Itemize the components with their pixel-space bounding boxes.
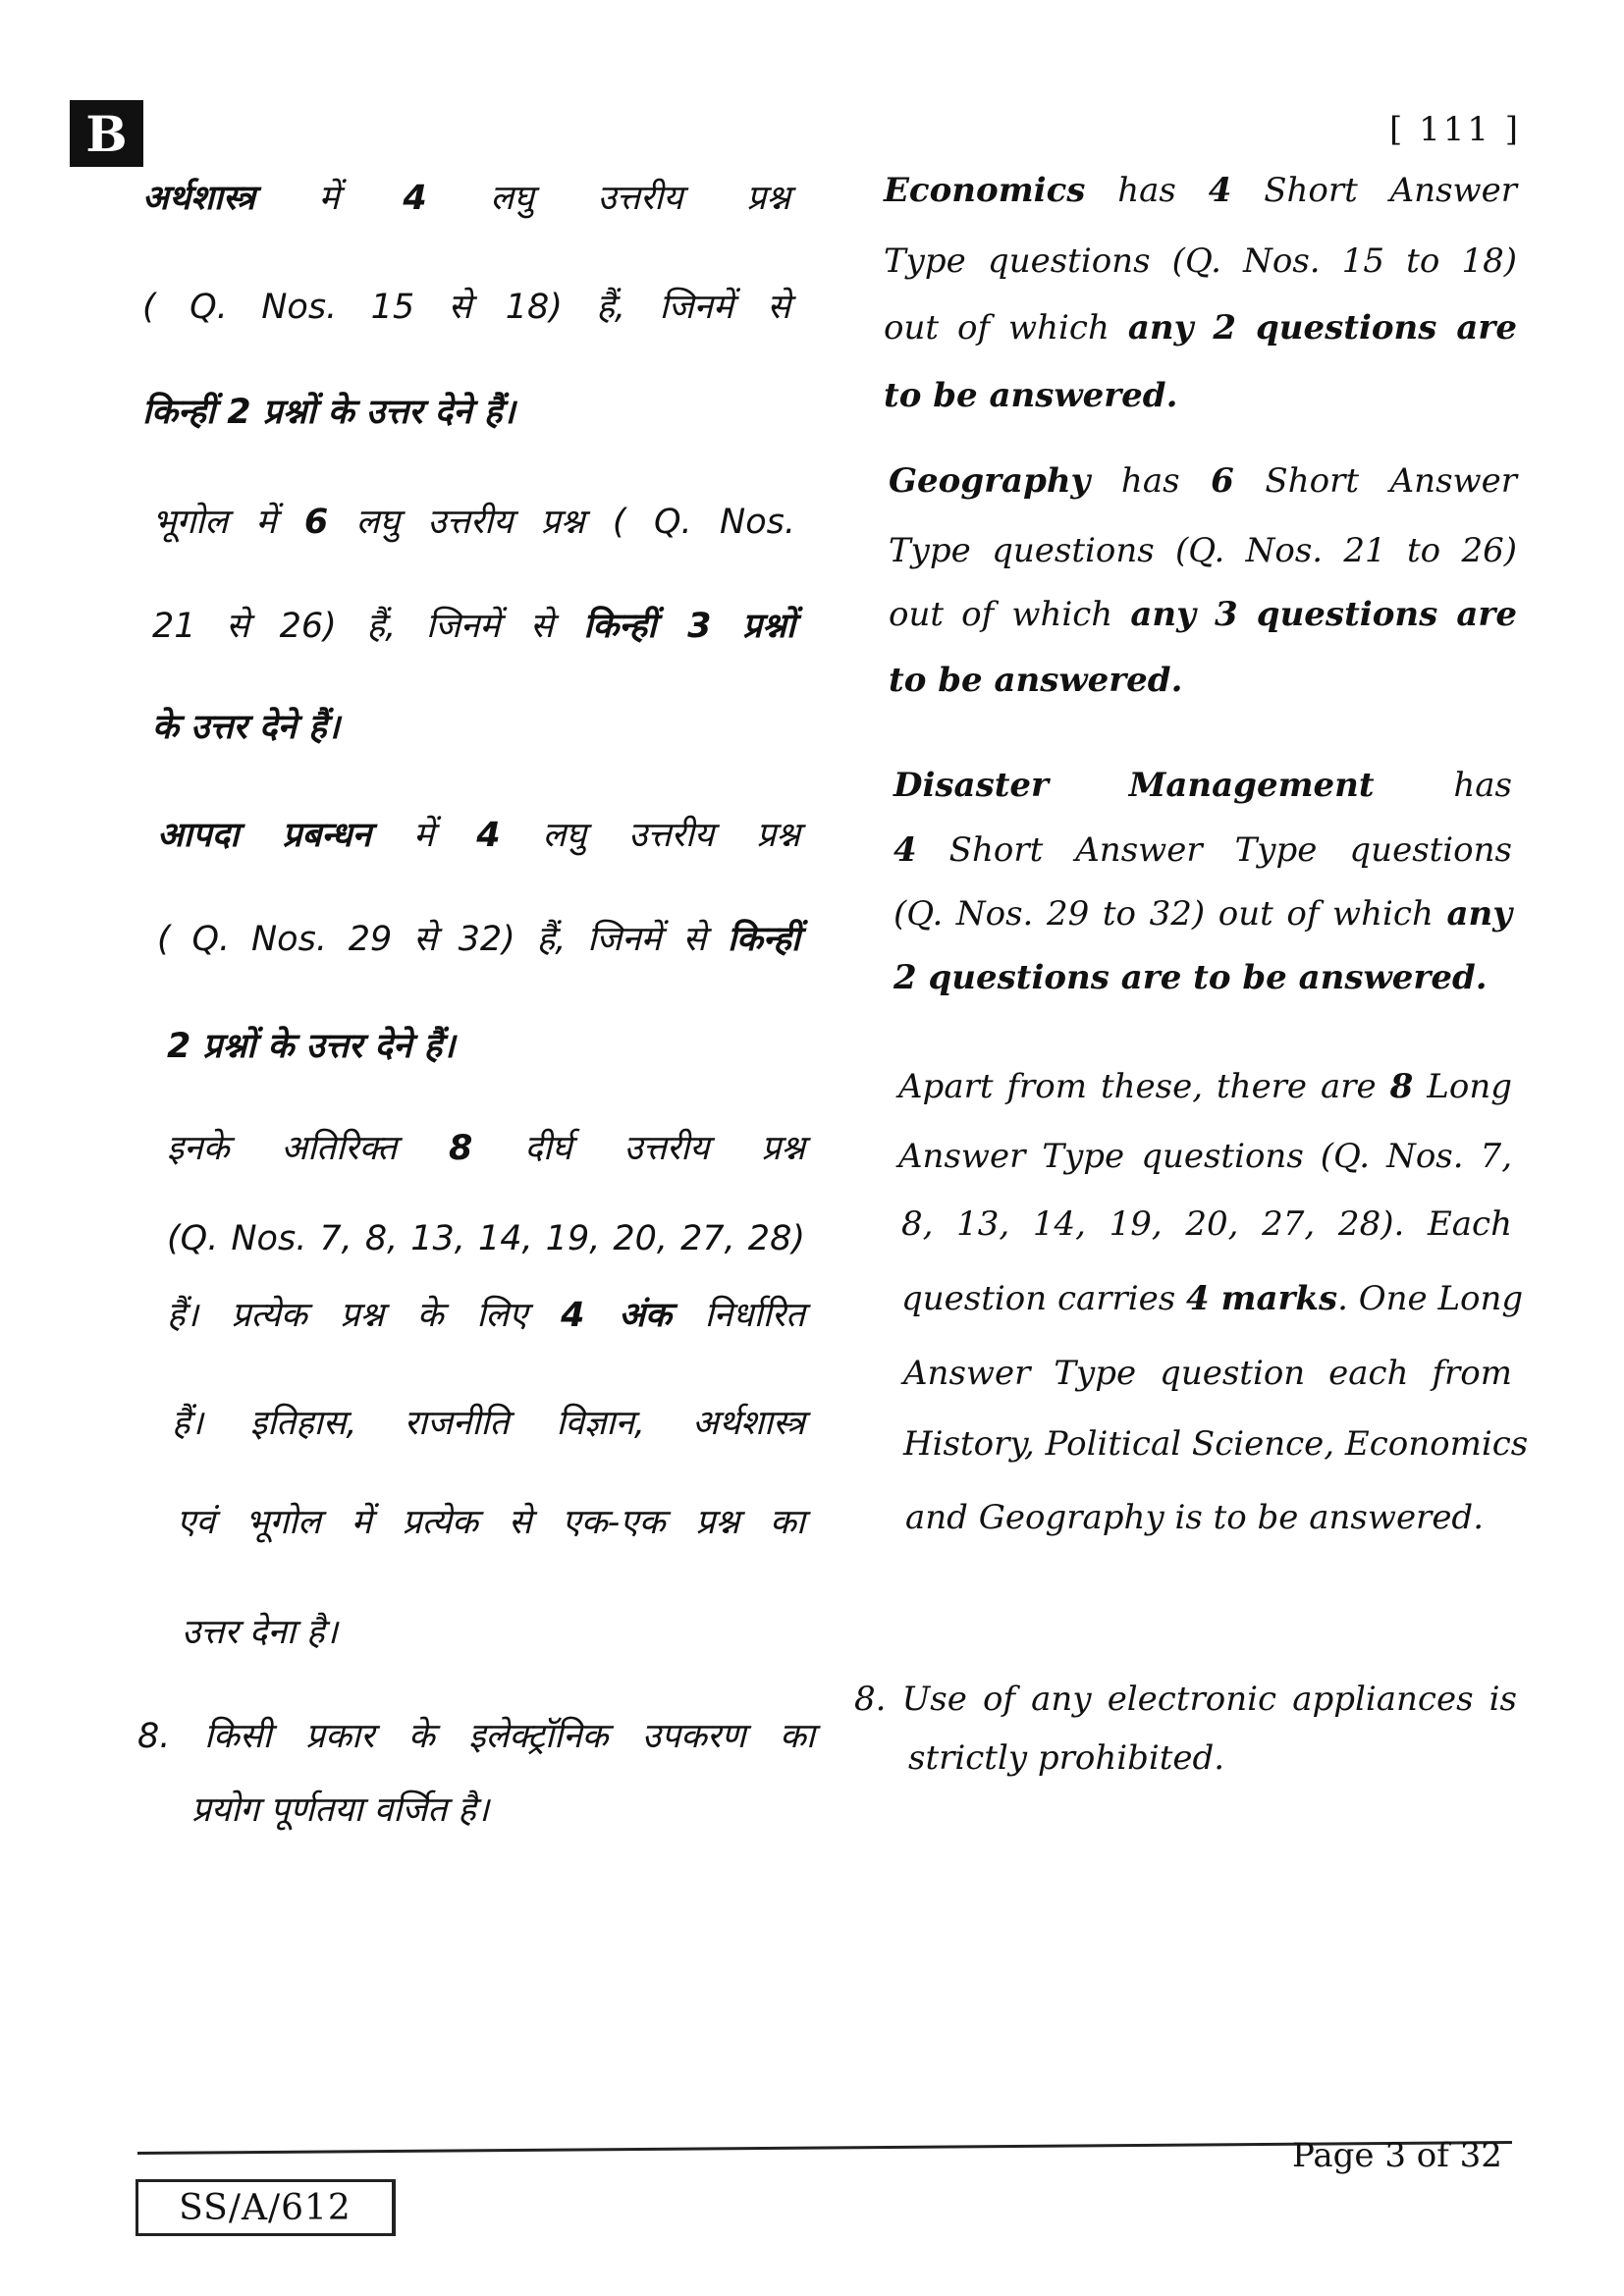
right-text-line bbox=[893, 828, 1512, 872]
left-text-line bbox=[137, 1715, 815, 1758]
left-text-line bbox=[152, 501, 795, 544]
text: Answer Type questions (Q. Nos. 7, bbox=[898, 1137, 1512, 1176]
right-text-line bbox=[889, 459, 1517, 503]
bold-text: किन्हीं 2 प्रश्नों के उत्तर देने हैं। bbox=[142, 393, 515, 432]
right-text-line bbox=[893, 956, 1488, 999]
right-text-line bbox=[884, 374, 1177, 417]
text: लघु उत्तरीय प्रश्न bbox=[426, 179, 790, 218]
page-number-bracket: [ 111 ] bbox=[1389, 110, 1522, 149]
right-text-line bbox=[889, 593, 1517, 636]
text: में bbox=[254, 179, 404, 218]
bold-text: 8 bbox=[1389, 1067, 1414, 1106]
bold-text: अर्थशास्त्र bbox=[142, 179, 255, 218]
text: एवं भूगोल में प्रत्येक से एक-एक प्रश्न का bbox=[177, 1503, 805, 1542]
text: Short Answer Type questions bbox=[916, 830, 1512, 870]
bold-text: 4 bbox=[893, 830, 917, 870]
left-text-line bbox=[157, 918, 800, 961]
right-text-line bbox=[893, 764, 1512, 807]
text: Short Answer bbox=[1231, 171, 1517, 210]
right-text-line bbox=[905, 1496, 1484, 1539]
bold-text: 4 अंक bbox=[561, 1296, 672, 1335]
text: Long bbox=[1413, 1067, 1512, 1106]
left-text-line bbox=[152, 605, 795, 648]
text: 21 से 26) हैं, जिनमें से bbox=[152, 607, 584, 646]
text: उत्तर देना है। bbox=[182, 1613, 338, 1652]
bold-text: किन्हीं 3 प्रश्नों bbox=[583, 607, 795, 646]
bold-text: any 3 questions are bbox=[1130, 595, 1517, 634]
right-text-line bbox=[898, 1065, 1512, 1108]
set-badge: B bbox=[70, 100, 143, 167]
text: has bbox=[1085, 171, 1209, 210]
right-text-line bbox=[884, 169, 1517, 212]
text: निर्धारित bbox=[671, 1296, 805, 1335]
left-text-line bbox=[142, 391, 515, 434]
text: (Q. Nos. 7, 8, 13, 14, 19, 20, 27, 28) bbox=[167, 1219, 805, 1258]
bold-text: Economics bbox=[884, 171, 1086, 210]
text: (Q. Nos. 29 to 32) out of which bbox=[893, 894, 1447, 934]
text: has bbox=[1090, 461, 1212, 501]
bold-text: any 2 questions are bbox=[1127, 308, 1517, 347]
text: out of which bbox=[884, 308, 1128, 347]
left-text-line bbox=[152, 706, 340, 749]
bold-text: any bbox=[1446, 894, 1512, 934]
text: question carries bbox=[901, 1279, 1187, 1318]
text: has bbox=[1374, 766, 1512, 805]
text: out of which bbox=[889, 595, 1131, 634]
bold-text: Geography bbox=[889, 461, 1091, 501]
text: ( Q. Nos. 29 से 32) हैं, जिनमें से bbox=[157, 920, 728, 959]
text: दीर्घ उत्तरीय प्रश्न bbox=[472, 1129, 805, 1168]
left-text-line bbox=[167, 1127, 805, 1170]
right-text-line bbox=[898, 1135, 1512, 1178]
right-text-line bbox=[884, 306, 1517, 349]
text: भूगोल में bbox=[152, 503, 304, 542]
text: . One Long bbox=[1337, 1279, 1524, 1318]
right-text-line bbox=[901, 1202, 1512, 1246]
right-text-line bbox=[889, 529, 1517, 572]
left-text-line bbox=[177, 1501, 805, 1544]
right-text-line bbox=[884, 240, 1517, 283]
text: Answer Type question each from bbox=[903, 1354, 1512, 1393]
text: ( Q. Nos. 15 से 18) हैं, जिनमें से bbox=[142, 288, 790, 327]
text: strictly prohibited. bbox=[908, 1738, 1225, 1778]
left-text-line bbox=[182, 1611, 338, 1654]
text: प्रयोग पूर्णतया वर्जित है। bbox=[191, 1790, 490, 1830]
right-text-line bbox=[889, 659, 1182, 702]
left-text-line bbox=[191, 1789, 489, 1832]
text: 8. किसी प्रकार के इलेक्ट्रॉनिक उपकरण का bbox=[137, 1717, 815, 1756]
right-text-line bbox=[903, 1422, 1529, 1466]
text: Type questions (Q. Nos. 21 to 26) bbox=[889, 531, 1517, 570]
bold-text: आपदा प्रबन्धन bbox=[157, 816, 372, 855]
left-text-line bbox=[142, 177, 790, 220]
bold-text: 4 bbox=[476, 816, 501, 855]
text: हैं। इतिहास, राजनीति विज्ञान, अर्थशास्त्र bbox=[172, 1404, 805, 1443]
text: Short Answer bbox=[1233, 461, 1517, 501]
right-text-line bbox=[893, 892, 1512, 935]
bold-text: 2 questions are to be answered. bbox=[893, 958, 1488, 997]
right-text-line bbox=[854, 1678, 1517, 1721]
left-text-line bbox=[167, 1025, 455, 1068]
bold-text: to be answered. bbox=[889, 661, 1183, 700]
left-text-line bbox=[167, 1294, 805, 1337]
text: Type questions (Q. Nos. 15 to 18) bbox=[884, 241, 1517, 281]
page-footer: Page 3 of 32 bbox=[1292, 2136, 1502, 2175]
right-text-line bbox=[908, 1736, 1224, 1780]
bold-text: 8 bbox=[449, 1129, 473, 1168]
text: लघु उत्तरीय प्रश्न bbox=[500, 816, 801, 855]
bold-text: किन्हीं bbox=[727, 920, 800, 959]
text: 8. Use of any electronic appliances is bbox=[854, 1680, 1517, 1719]
text: लघु उत्तरीय प्रश्न ( Q. Nos. bbox=[328, 503, 795, 542]
bold-text: 6 bbox=[1211, 461, 1234, 501]
bold-text: 2 प्रश्नों के उत्तर देने हैं। bbox=[167, 1027, 456, 1066]
left-text-line bbox=[172, 1402, 805, 1445]
text: में bbox=[371, 816, 477, 855]
right-text-line bbox=[903, 1352, 1512, 1395]
right-text-line bbox=[901, 1277, 1524, 1320]
bold-text: 4 bbox=[1208, 171, 1232, 210]
text: इनके अतिरिक्त bbox=[167, 1129, 450, 1168]
left-text-line bbox=[142, 286, 790, 329]
left-text-line bbox=[167, 1217, 805, 1260]
text: and Geography is to be answered. bbox=[905, 1498, 1485, 1537]
text: Apart from these, there are bbox=[898, 1067, 1390, 1106]
bold-text: 6 bbox=[303, 503, 329, 542]
bold-text: 4 bbox=[403, 179, 427, 218]
bold-text: to be answered. bbox=[884, 376, 1178, 415]
bold-text: 4 marks bbox=[1186, 1279, 1338, 1318]
paper-code: SS/A/612 bbox=[135, 2179, 396, 2236]
bold-text: Disaster Management bbox=[893, 766, 1375, 805]
text: History, Political Science, Economics bbox=[903, 1424, 1529, 1464]
bold-text: के उत्तर देने हैं। bbox=[152, 708, 340, 747]
left-text-line bbox=[157, 814, 800, 857]
text: 8, 13, 14, 19, 20, 27, 28). Each bbox=[901, 1204, 1512, 1244]
text: हैं। प्रत्येक प्रश्न के लिए bbox=[167, 1296, 562, 1335]
